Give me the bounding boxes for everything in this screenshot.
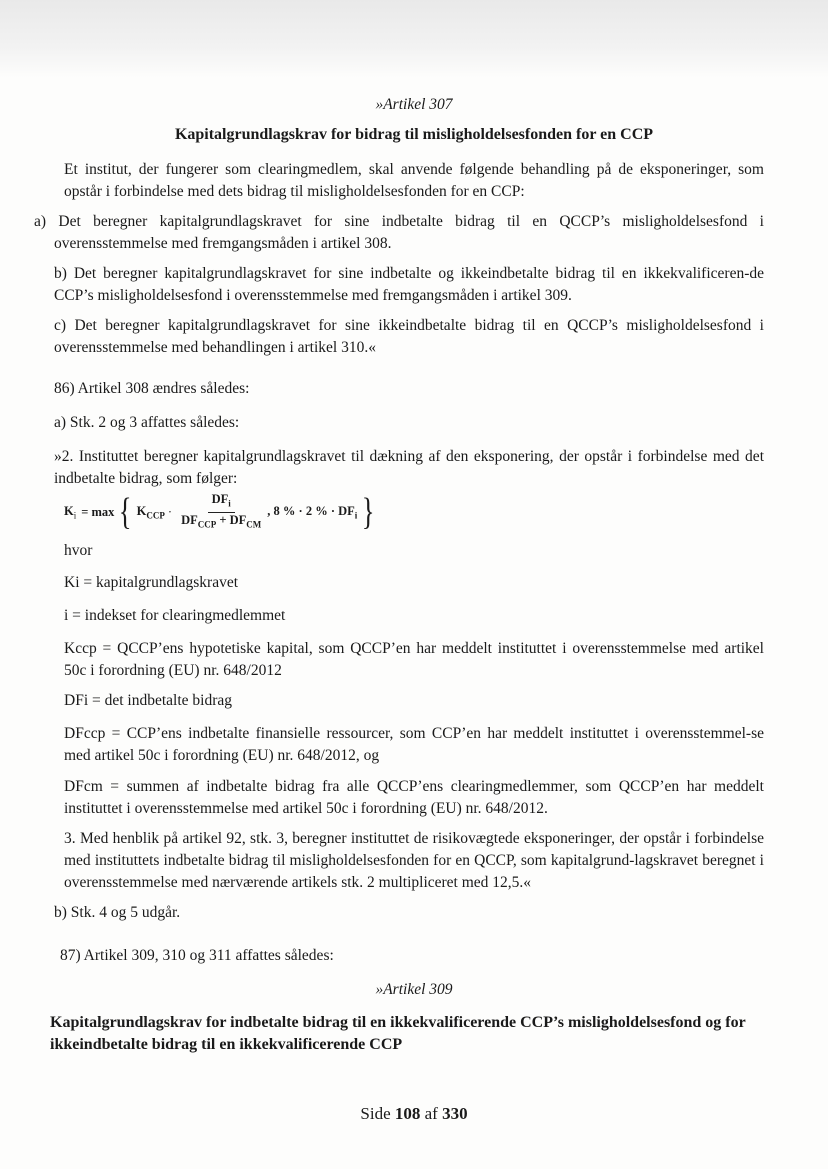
footer-sep: af [424, 1104, 438, 1123]
amendment-86-sub-b: b) Stk. 4 og 5 udgår. [54, 904, 181, 921]
article-309-title: Kapitalgrundlagskrav for indbetalte bidrag til en ikkekvalificerende CCP’s misligholdelsesfond og for ikkeindbetalte bidrag til en ikkekvalificerende CCP [50, 1014, 746, 1053]
article-309-heading: »Artikel 309 [375, 981, 453, 998]
article-308-para-3: 3. Med henblik på artikel 92, stk. 3, beregner instituttet de risikovægtede eksponeringer, der opstår i forbindelse med instituttets indbetalte bidrag til misligholdelsesfonden for en QCCP, som kapitalgrund-lagskravet beregnet i overensstemmelse med nærværende artikels stk. 2 multipliceret med 12,5.« [64, 830, 764, 891]
definition-dfcm: DFcm = summen af indbetalte bidrag fra alle QCCP’ens clearingmedlemmer, som QCCP’en har meddelt instituttet i overensstemmelse med artikel 50c i forordning (EU) nr. 648/2012. [64, 778, 764, 817]
amendment-86-heading: 86) Artikel 308 ændres således: [54, 380, 250, 397]
footer-page-number: 108 [394, 1104, 421, 1123]
article-307-item-b: b) Det beregner kapitalgrundlagskravet for sine indbetalte og ikkeindbetalte bidrag til en ikkekvalificeren-de CCP’s misligholdelsesfond i overensstemmelse med fremgangsmåden i artikel 309. [54, 265, 764, 304]
formula-where: hvor [64, 542, 93, 559]
formula-lhs: $K_i$ [64, 503, 77, 521]
definition-ki: Ki = kapitalgrundlagskravet [64, 574, 239, 591]
formula-close-brace: } [362, 491, 375, 533]
formula-open-brace: { [119, 491, 132, 533]
formula-fraction [179, 492, 263, 532]
footer-prefix: Side [360, 1104, 391, 1123]
capital-requirement-formula [64, 492, 384, 532]
formula-denominator: $DF_{CCP} + DF_{CM}$ [181, 512, 262, 529]
formula-dot: · [167, 504, 173, 519]
scan-shadow [0, 0, 828, 78]
article-307-heading: »Artikel 307 [375, 96, 453, 113]
definition-dfccp: DFccp = CCP’ens indbetalte finansielle ressourcer, som CCP’en har meddelt instituttet i overensstemmel-se med artikel 50c i forordning (EU) nr. 648/2012, og [64, 725, 764, 764]
formula-numerator: $DF_i$ [208, 492, 235, 513]
definition-i: i = indekset for clearingmedlemmet [64, 607, 286, 624]
article-307-title: Kapitalgrundlagskrav for bidrag til misligholdelsesfonden for en CCP [174, 126, 654, 143]
article-307-intro: Et institut, der fungerer som clearingmedlem, skal anvende følgende behandling på de eksponeringer, som opstår i forbindelse med dets bidrag til misligholdelsesfonden for en CCP: [64, 161, 764, 200]
definition-kccp: Kccp = QCCP’ens hypotetiske kapital, som QCCP’en har meddelt instituttet i overensstemmelse med artikel 50c i forordning (EU) nr. 648/2012 [64, 640, 764, 679]
definition-dfi: DFi = det indbetalte bidrag [64, 692, 233, 709]
formula-max: = max [81, 504, 115, 519]
article-307-item-a: a) Det beregner kapitalgrundlagskravet for sine indbetalte bidrag til en QCCP’s misligholdelsesfond i overensstemmelse med fremgangsmåden i artikel 308. [34, 213, 764, 252]
amendment-87-heading: 87) Artikel 309, 310 og 311 affattes således: [60, 947, 334, 964]
amendment-86-sub-a: a) Stk. 2 og 3 affattes således: [54, 414, 240, 431]
formula-kccp: $K_{CCP}$ [136, 503, 165, 521]
article-307-item-c: c) Det beregner kapitalgrundlagskravet for sine ikkeindbetalte bidrag til en QCCP’s misligholdelsesfond i overensstemmelse med behandlingen i artikel 310.« [54, 317, 764, 356]
footer-total-pages: 330 [442, 1104, 468, 1123]
article-308-para-2: »2. Instituttet beregner kapitalgrundlagskravet til dækning af den eksponering, der opstår i forbindelse med det indbetalte bidrag, som følger: [54, 448, 764, 487]
page-footer [0, 1104, 828, 1124]
formula-tail: , 8 % · 2 % · $DF_i$ [267, 503, 358, 521]
